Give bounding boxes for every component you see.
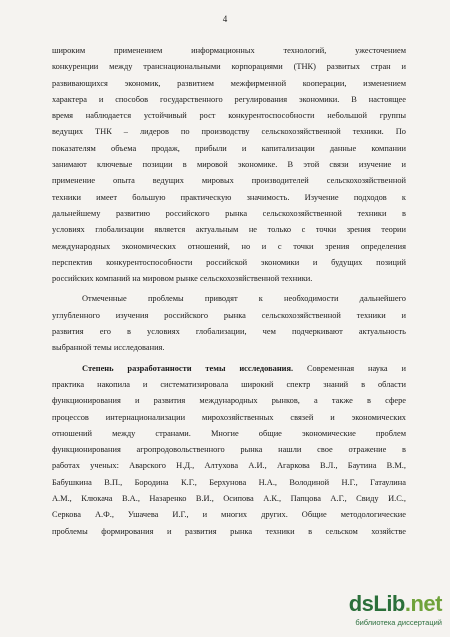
paragraph-2: [52, 291, 406, 356]
text-line: применение опыта ведущих мировых производителей сельскохозяйственной: [52, 176, 406, 186]
text-line: работах ученых: Аварского Н.Д., Алтухова А.И., Агаркова В.Л., Баутина В.М.,: [52, 461, 406, 471]
body-text: [52, 43, 406, 544]
paragraph-3: [52, 361, 406, 540]
paragraph-1: [52, 43, 406, 287]
text-line: конкуренции между транснациональными корпорациями (ТНК) развитых стран и: [52, 62, 406, 72]
logo-main-text: dsLib: [348, 591, 405, 616]
dslib-watermark: [334, 591, 442, 631]
text-line: развивающихся экономик, развитием межфирменной кооперации, изменением: [52, 78, 406, 88]
text-line: характера и способов государственного регулирования экономики. В настоящее: [52, 94, 406, 104]
dslib-logo: [349, 591, 442, 617]
text-line: развития его в условиях глобализации, чем подчеркивают актуальность: [52, 327, 406, 337]
text-line: [52, 361, 406, 377]
text-line: перспектив конкурентоспособности российской экономики и будущих позиций: [52, 257, 406, 267]
text-line: российских компаний на мировом рынке сельскохозяйственной техники.: [52, 274, 313, 284]
text-line: ведущих ТНК – лидеров по производству сельскохозяйственной техники. По: [52, 127, 406, 137]
text-line: дальнейшему развитию российского рынка сельскохозяйственной техники в: [52, 208, 406, 218]
text-line: функционирования и развития международных рынков, а также в сфере: [52, 396, 406, 406]
text-line: выбранной темы исследования.: [52, 343, 165, 353]
text-line: Отмеченные проблемы приводят к необходимости дальнейшего: [82, 294, 406, 304]
section-heading: Степень разработанности темы исследования.: [82, 363, 294, 373]
text-line: Бабушкина В.П., Бородина К.Г., Берхунова Н.А., Володиной Н.Г., Гатаулина: [52, 477, 406, 487]
text-fragment: Современная наука и: [293, 363, 406, 373]
text-line: широким применением информационных технологий, ужесточением: [52, 46, 406, 55]
text-line: отношений между странами. Многие общие экономические проблем: [52, 428, 406, 438]
text-line: функционирования агропродовольственного рынка нашли свое отражение в: [52, 445, 406, 455]
page-number: 4: [222, 14, 228, 24]
logo-suffix-text: .net: [404, 591, 442, 616]
text-line: занимают ключевые позиции в мировой экономике. В этой связи изучение и: [52, 160, 406, 170]
text-line: процессов интернационализации мирохозяйственных связей и экономических: [52, 412, 406, 422]
text-line: практика накопила и систематизировала широкий спектр знаний в области: [52, 379, 406, 389]
text-line: углубленного изучения российского рынка сельскохозяйственной техники и: [52, 310, 406, 320]
watermark-caption: библиотека диссертаций: [355, 618, 442, 627]
text-line: время наблюдается устойчивый рост конкурентоспособности небольшой группы: [52, 111, 406, 121]
text-line: проблемы формирования и развития рынка техники в сельском хозяйстве: [52, 526, 406, 536]
text-line: международных экономических отношений, но и с точки зрения определения: [52, 241, 406, 251]
text-line: А.М., Клюкача В.А., Назаренко В.И., Осипова А.К., Папцова А.Г., Свиду И.С.,: [52, 494, 406, 504]
text-line: Серкова А.Ф., Ушачева И.Г., и многих других. Общие методологические: [52, 510, 406, 520]
text-line: показателям объема продаж, прибыли и капитализации данные компании: [52, 143, 406, 153]
text-line: условиях глобализации является актуальным не только с точки зрения теории: [52, 225, 406, 235]
text-line: техники имеет большую практическую значимость. Изучение подходов к: [52, 192, 406, 202]
